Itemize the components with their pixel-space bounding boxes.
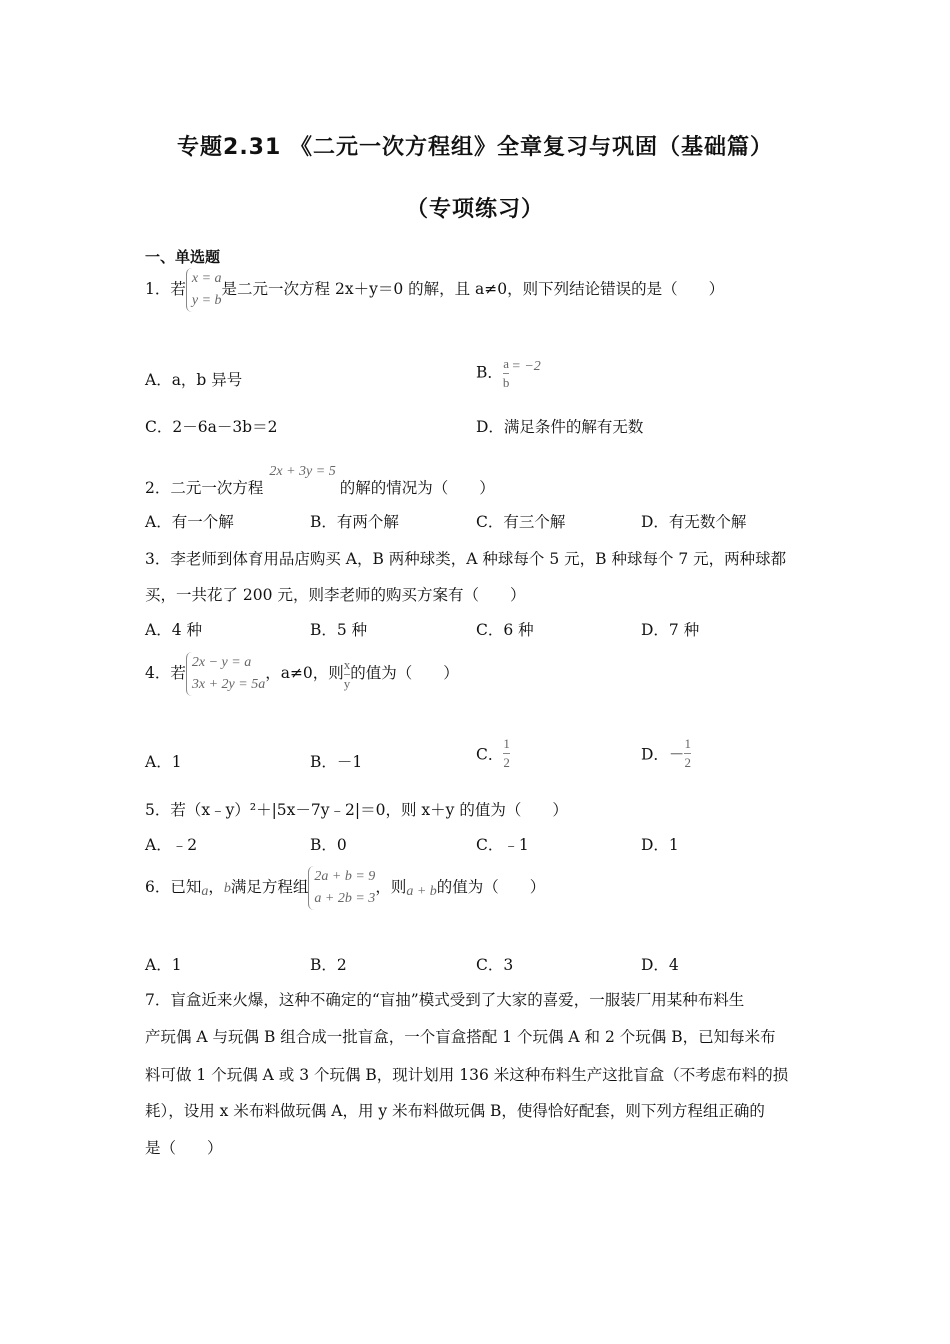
q4-option-c	[476, 736, 510, 771]
question-1	[145, 268, 724, 312]
q6-sep: ，	[208, 878, 224, 896]
q6-mid: 满足方程组	[230, 878, 309, 896]
q4-prefix: 4．若	[145, 664, 186, 682]
q5-option-d: D．1	[641, 836, 679, 854]
q4-frac-num: x	[343, 656, 351, 672]
q6-sys-top: 2a + b = 9	[314, 869, 376, 884]
q1-option-d: D．满足条件的解有无数	[476, 418, 644, 436]
q1-prefix: 1．若	[145, 280, 186, 298]
question-2	[145, 464, 495, 498]
question-7-line-5: 是（ ）	[145, 1139, 223, 1157]
q2-option-b: B．有两个解	[310, 513, 399, 531]
q4-sys-bottom: 3x + 2y = 5a	[191, 677, 266, 692]
question-3-line-1: 3．李老师到体育用品店购买 A，B 两种球类，A 种球每个 5 元，B 种球每个 7 元，两种球都	[145, 550, 787, 568]
question-6	[145, 866, 545, 910]
q1-option-b-label: B．	[476, 363, 503, 382]
q6-option-b: B．2	[310, 956, 347, 974]
q1-frac-den: b	[502, 375, 510, 390]
q6-prefix: 6．已知	[145, 878, 202, 896]
q3-option-b: B．5 种	[310, 621, 368, 639]
question-7-line-4: 耗），设用 x 米布料做玩偶 A，用 y 米布料做玩偶 B，使得恰好配套，则下列方程组正确的	[145, 1102, 765, 1120]
question-5: 5．若（x﹣y）²＋|5x－7y﹣2|＝0，则 x＋y 的值为（ ）	[145, 801, 568, 819]
q6-option-c: C．3	[476, 956, 514, 974]
page-subtitle: （专项练习）	[405, 197, 544, 222]
q1-option-b-fraction	[503, 356, 510, 391]
section-heading: 一、单选题	[145, 248, 221, 266]
q6-then: ，则	[375, 878, 407, 896]
q5-option-a: A．﹣2	[145, 836, 198, 854]
q2-option-d: D．有无数个解	[641, 513, 747, 531]
question-7-line-3: 料可做 1 个玩偶 A 或 3 个玩偶 B，现计划用 136 米这种布料生产这批盲盒（不考虑布料的损	[145, 1066, 789, 1084]
q2-prefix: 2．二元一次方程	[145, 479, 264, 497]
q6-expr: a + b	[406, 884, 437, 899]
q4-option-d-fraction	[684, 736, 691, 771]
q6-option-a: A．1	[145, 956, 182, 974]
q5-option-b: B．0	[310, 836, 347, 854]
q4-sys-top: 2x − y = a	[191, 655, 252, 670]
q1-sys-top: x = a	[191, 271, 222, 286]
page-title: 专题2.31 《二元一次方程组》全章复习与巩固（基础篇）	[177, 135, 773, 160]
q4-option-c-label: C．	[476, 745, 504, 764]
q6-option-d: D．4	[641, 956, 679, 974]
q4-c-num: 1	[503, 736, 510, 751]
q1-option-c: C．2－6a－3b＝2	[145, 418, 278, 436]
q4-c-den: 2	[503, 755, 510, 770]
q4-option-c-fraction	[503, 736, 510, 771]
q1-option-a: A．a，b 异号	[145, 371, 243, 389]
q4-frac-den: y	[343, 675, 351, 691]
q6-sys-bottom: a + 2b = 3	[314, 891, 376, 906]
question-7-line-2: 产玩偶 A 与玩偶 B 组合成一批盲盒，一个盲盒搭配 1 个玩偶 A 和 2 个玩偶 B，已知每米布	[145, 1028, 776, 1046]
q1-option-b	[476, 356, 541, 391]
q1-text: 是二元一次方程 2x＋y＝0 的解，且 a≠0，则下列结论错误的是（ ）	[221, 280, 725, 298]
q1-frac-num: a	[503, 356, 510, 371]
q6-var-a: a	[201, 884, 209, 899]
q4-option-d-label: D．－	[641, 745, 685, 764]
q4-option-a: A．1	[145, 753, 182, 771]
question-4	[145, 652, 459, 696]
q1-sys-bottom: y = b	[191, 293, 222, 308]
question-3-line-2: 买，一共花了 200 元，则李老师的购买方案有（ ）	[145, 586, 526, 604]
q2-option-c: C．有三个解	[476, 513, 566, 531]
q4-d-num: 1	[684, 736, 691, 751]
q5-option-c: C．﹣1	[476, 836, 529, 854]
q4-text: 的值为（ ）	[350, 664, 459, 682]
q4-option-b: B．－1	[310, 753, 363, 771]
q3-option-a: A．4 种	[145, 621, 202, 639]
q3-option-c: C．6 种	[476, 621, 534, 639]
q2-text: 的解的情况为（ ）	[339, 479, 495, 497]
q4-d-den: 2	[684, 755, 691, 770]
q4-option-d	[641, 736, 691, 771]
q2-equation: 2x + 3y = 5	[269, 464, 336, 479]
question-7-line-1: 7．盲盒近来火爆，这种不确定的“盲抽”模式受到了大家的喜爱，一服装厂用某种布料生	[145, 991, 745, 1009]
q4-equation-system	[186, 652, 265, 696]
q6-text: 的值为（ ）	[436, 878, 546, 896]
q3-option-d: D．7 种	[641, 621, 700, 639]
q6-equation-system	[308, 866, 375, 910]
q2-option-a: A．有一个解	[145, 513, 234, 531]
q1-option-b-rhs: = −2	[511, 358, 541, 374]
q1-equation-system	[186, 268, 222, 312]
q6-var-b: b	[223, 881, 231, 896]
q4-mid: ，a≠0，则	[265, 664, 344, 682]
